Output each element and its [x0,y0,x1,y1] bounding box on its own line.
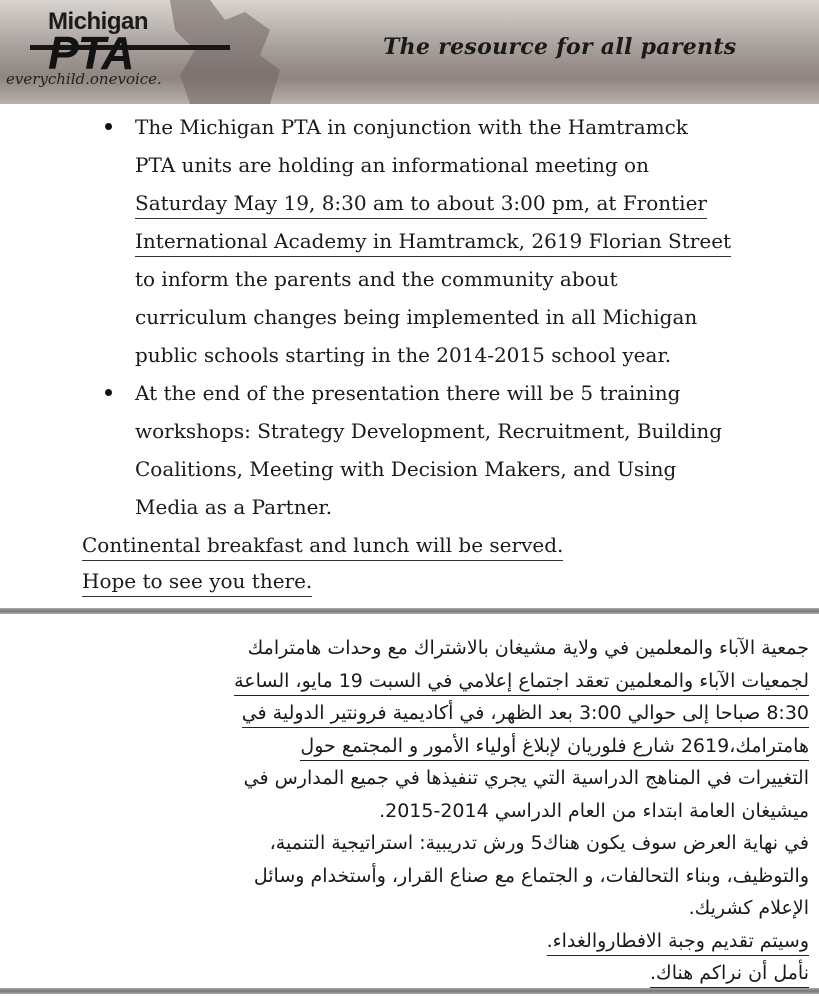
brand-name: Michigan [48,8,149,35]
text-line: workshops: Strategy Development, Recruitment, Building [135,419,723,443]
bullet-dot [105,389,112,396]
bottom-divider [0,988,819,994]
text-line: to inform the parents and the community about [135,267,618,291]
english-bullets [105,108,805,526]
underlined-text: نأمل أن نراكم هناك. [650,960,809,988]
arabic-line: جمعية الآباء والمعلمين في ولاية مشيغان بالاشتراك مع وحدات هامترامك [247,637,809,659]
underlined-text: Continental breakfast and lunch will be served. [82,530,563,561]
arabic-line [69,730,809,763]
arabic-line [69,665,809,698]
underlined-text: 8:30 صباحا إلى حوالي 3:00 بعد الظهر، في أكاديمية فرونتير الدولية في [242,700,809,728]
header-banner [0,0,819,104]
arabic-line: الإعلام كشريك. [688,897,809,919]
closing-note [82,566,802,597]
underlined-text: Hope to see you there. [82,566,312,597]
arabic-line [69,957,809,990]
michigan-map-graphic [150,0,310,104]
underlined-text: لجمعيات الآباء والمعلمين تعقد اجتماع إعلامي في السبت 19 مايو، الساعة [234,668,809,696]
arabic-line [69,925,809,958]
section-divider [0,608,819,614]
arabic-line [69,697,809,730]
underlined-text: هامترامك،2619 شارع فلوريان لإبلاغ أولياء الأمور و المجتمع حول [300,733,809,761]
text-line: Media as a Partner. [135,495,333,519]
bullet-meeting [105,108,805,374]
arabic-line: التغييرات في المناهج الدراسية التي يجري تنفيذها في جميع المدارس في [243,767,809,789]
bullet-workshops [105,374,805,526]
arabic-line: في نهاية العرض سوف يكون هناك5 ورش تدريبية: استراتيجية التنمية، [269,832,809,854]
meal-note [82,530,802,561]
arabic-line: والتوظيف، وبناء التحالفات، و الجتماع مع صناع القرار، وأستخدام وسائل [253,864,809,887]
text-line: At the end of the presentation there will be 5 training [135,381,681,405]
slogan: The resource for all parents [383,34,737,60]
text-line [135,222,805,260]
underlined-text: Saturday May 19, 8:30 am to about 3:00 pm, at Frontier [135,188,707,219]
text-line [135,184,805,222]
text-line: curriculum changes being implemented in all Michigan [135,305,698,329]
text-line: public schools starting in the 2014-2015 school year. [135,343,672,367]
pta-logo: PTA [48,27,134,79]
underlined-text: وسيتم تقديم وجبة الافطاروالغداء. [547,928,809,956]
bullet-dot [105,123,112,130]
text-line: PTA units are holding an informational meeting on [135,153,649,177]
text-line: The Michigan PTA in conjunction with the Hamtramck [135,115,688,139]
brand-tagline: everychild.onevoice. [6,70,162,88]
arabic-section [69,632,809,990]
arabic-line: ميشيغان العامة ابتداء من العام الدراسي 2014-2015. [379,799,809,822]
underlined-text: International Academy in Hamtramck, 2619 Florian Street [135,226,731,257]
text-line: Coalitions, Meeting with Decision Makers, and Using [135,457,677,481]
